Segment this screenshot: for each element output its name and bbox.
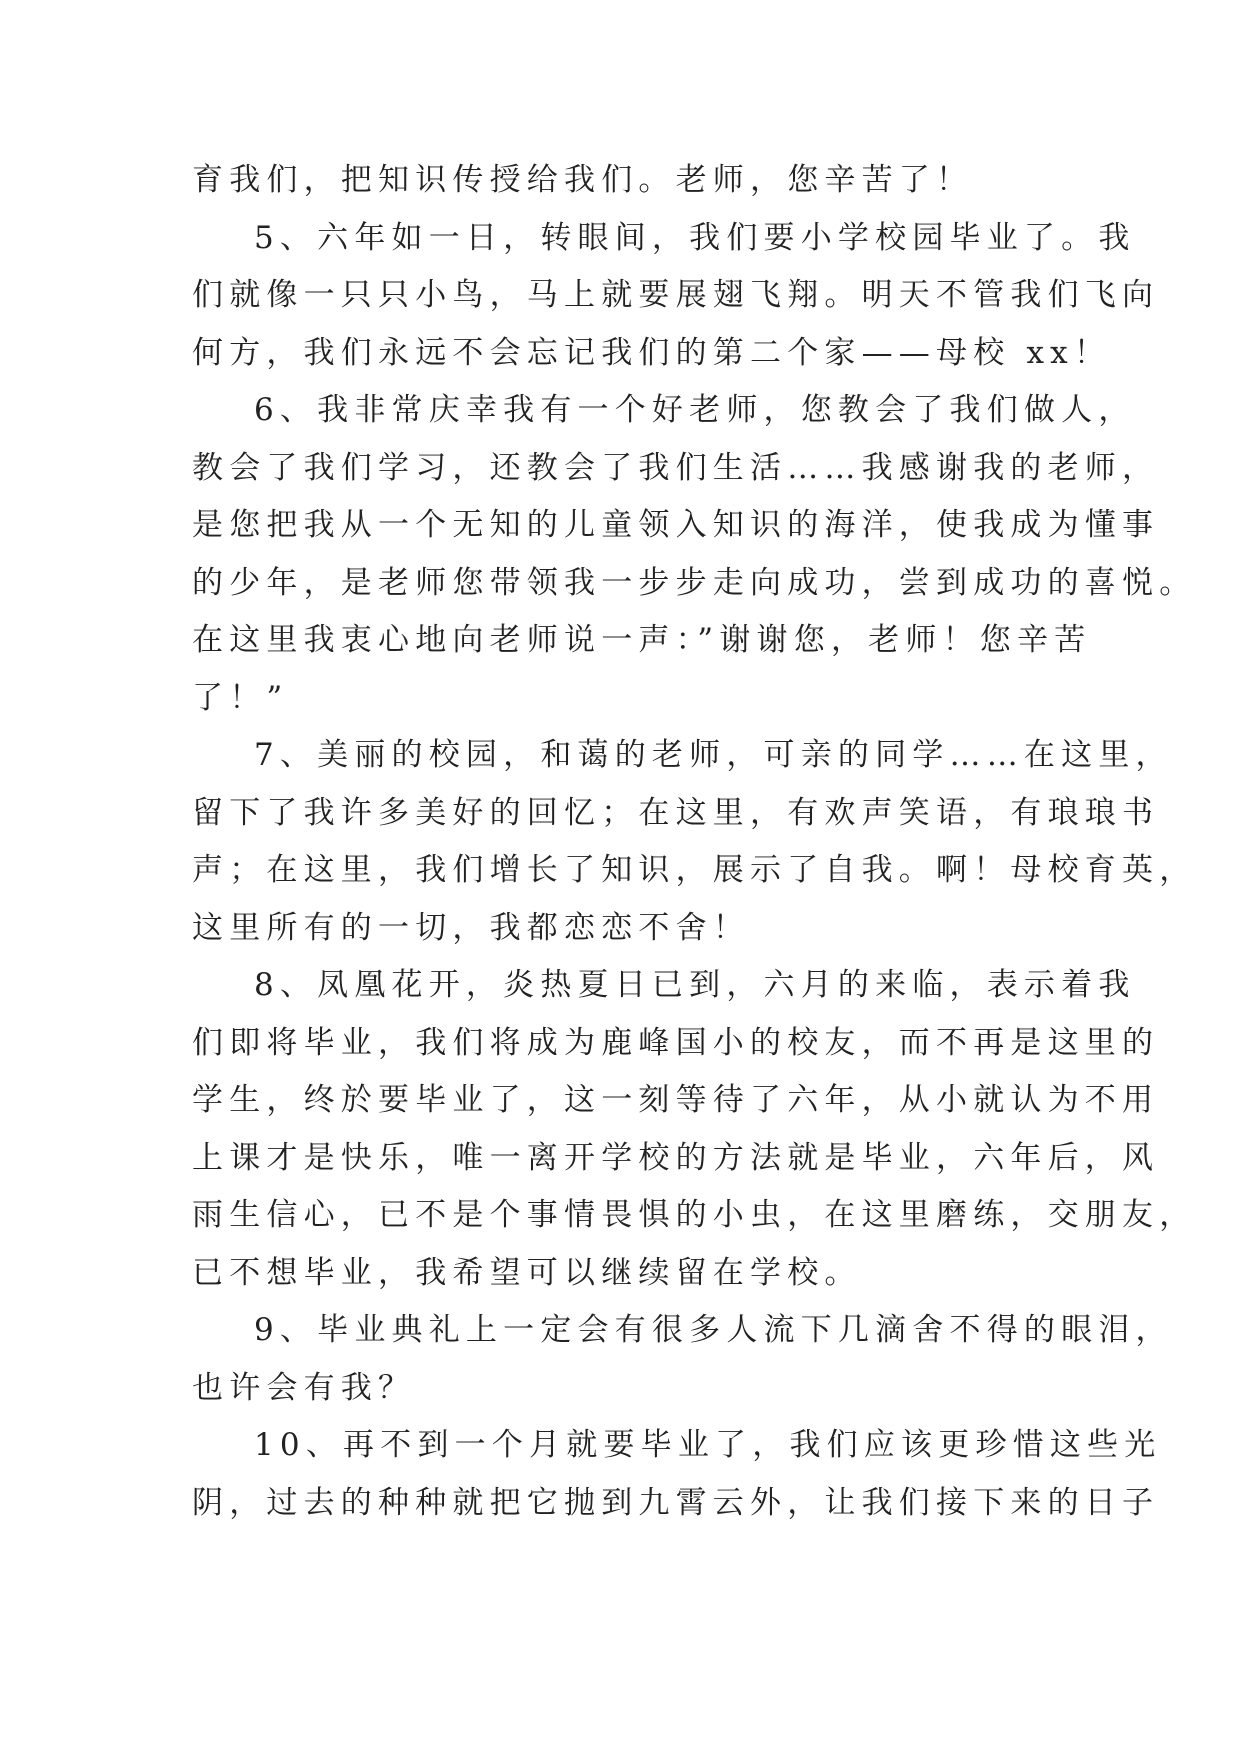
text-line: 这里所有的一切，我都恋恋不舍！ xyxy=(192,909,750,946)
text-line: 育我们，把知识传授给我们。老师，您辛苦了！ xyxy=(192,162,974,198)
paragraph-5-start: 5、六年如一日，转眼间，我们要小学校园毕业了。我 xyxy=(254,219,1136,256)
text-line: 何方，我们永远不会忘记我们的第二个家——母校 xx！ xyxy=(192,334,1112,371)
paragraph-6-start: 6、我非常庆幸我有一个好老师，您教会了我们做人， xyxy=(254,392,1136,428)
text-line: 学生，终於要毕业了，这一刻等待了六年，从小就认为不用 xyxy=(192,1082,1160,1118)
text-line: 了！” xyxy=(192,679,289,716)
text-line: 也许会有我？ xyxy=(192,1369,416,1406)
text-line: 已不想毕业，我希望可以继续留在学校。 xyxy=(192,1254,862,1291)
text-line: 声；在这里，我们增长了知识，展示了自我。啊！母校育英， xyxy=(192,852,1197,888)
text-line: 上课才是快乐，唯一离开学校的方法就是毕业，六年后，风 xyxy=(192,1139,1160,1176)
text-line: 雨生信心，已不是个事情畏惧的小虫，在这里磨练，交朋友， xyxy=(192,1197,1197,1233)
text-line: 阴，过去的种种就把它抛到九霄云外，让我们接下来的日子 xyxy=(192,1484,1160,1521)
text-line: 们就像一只只小鸟，马上就要展翅飞翔。明天不管我们飞向 xyxy=(192,277,1160,313)
paragraph-7-start: 7、美丽的校园，和蔼的老师，可亲的同学……在这里， xyxy=(254,737,1173,773)
document-body xyxy=(192,152,1197,1532)
text-line: 是您把我从一个无知的儿童领入知识的海洋，使我成为懂事 xyxy=(192,507,1160,543)
text-line: 们即将毕业，我们将成为鹿峰国小的校友，而不再是这里的 xyxy=(192,1024,1160,1061)
text-line: 的少年，是老师您带领我一步步走向成功，尝到成功的喜悦。 xyxy=(192,564,1197,601)
text-line: 教会了我们学习，还教会了我们生活……我感谢我的老师， xyxy=(192,449,1160,486)
paragraph-9-start: 9、毕业典礼上一定会有很多人流下几滴舍不得的眼泪， xyxy=(254,1312,1173,1348)
text-line: 在这里我衷心地向老师说一声：”谢谢您，老师！您辛苦 xyxy=(192,622,1092,658)
paragraph-10-start: 10、再不到一个月就要毕业了，我们应该更珍惜这些光 xyxy=(254,1427,1162,1463)
paragraph-8-start: 8、凤凰花开，炎热夏日已到，六月的来临，表示着我 xyxy=(254,967,1136,1003)
text-line: 留下了我许多美好的回忆；在这里，有欢声笑语，有琅琅书 xyxy=(192,794,1160,831)
